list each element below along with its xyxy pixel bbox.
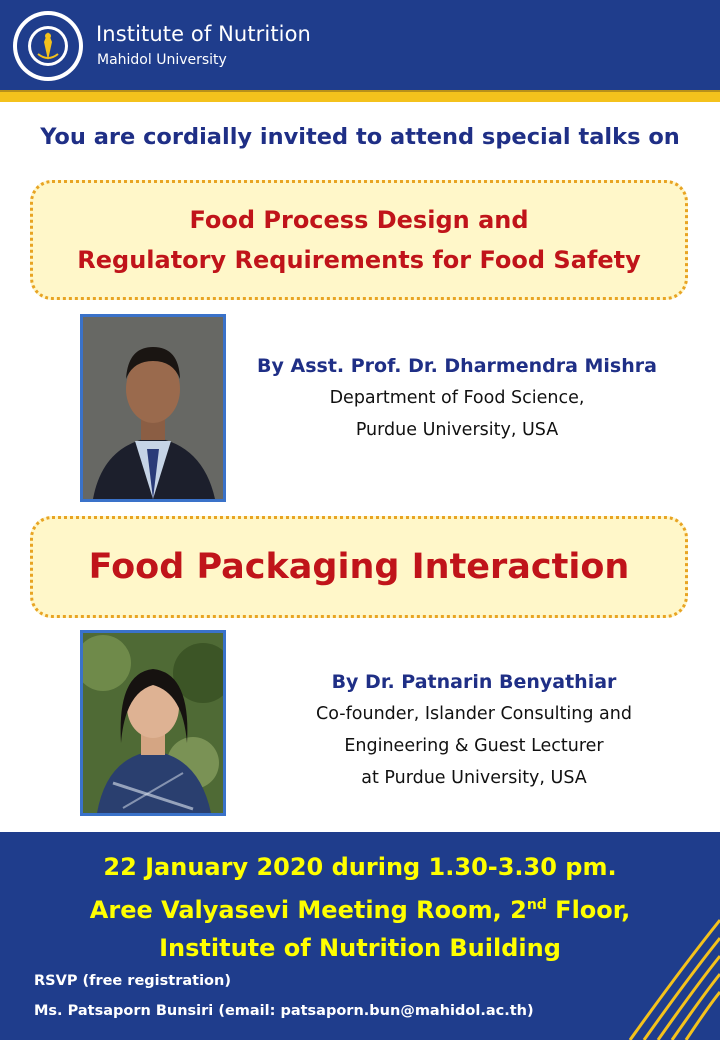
rsvp-info: [34, 966, 534, 1026]
header-gold-stripe: [0, 90, 720, 102]
talk2-title: Food Packaging Interaction: [88, 547, 630, 587]
speaker2-info: [266, 666, 682, 794]
header-bar: [0, 0, 720, 90]
gold-swoosh-decoration: [610, 880, 720, 1040]
mahidol-seal-logo: [12, 10, 84, 82]
event-building: Institute of Nutrition Building: [159, 934, 561, 962]
institute-name: Institute of Nutrition: [96, 22, 311, 46]
speaker2-affiliation-line3: at Purdue University, USA: [361, 768, 587, 788]
talk1-title-line1: Food Process Design and: [189, 206, 529, 234]
event-datetime: 22 January 2020 during 1.30-3.30 pm.: [103, 853, 617, 881]
speaker2-photo: [80, 630, 226, 816]
speaker1-name: By Asst. Prof. Dr. Dharmendra Mishra: [257, 355, 657, 377]
footer-panel: [0, 832, 720, 1040]
speaker2-affiliation-line2: Engineering & Guest Lecturer: [344, 736, 604, 756]
speaker2-affiliation-line1: Co-founder, Islander Consulting and: [316, 704, 632, 724]
talk1-title-line2: Regulatory Requirements for Food Safety: [77, 246, 641, 274]
rsvp-contact: Ms. Patsaporn Bunsiri (email: patsaporn.bun@mahidol.ac.th): [34, 1003, 534, 1019]
speaker1-photo: [80, 314, 226, 502]
talk1-title-box: [30, 180, 688, 300]
event-room: Aree Valyasevi Meeting Room, 2nd Floor,: [89, 896, 631, 924]
rsvp-line1: RSVP (free registration): [34, 973, 231, 989]
invitation-heading: You are cordially invited to attend special talks on: [40, 124, 680, 150]
talk2-title-box: [30, 516, 688, 618]
university-name: Mahidol University: [97, 52, 227, 68]
speaker1-affiliation-line1: Department of Food Science,: [329, 388, 585, 408]
speaker1-affiliation-line2: Purdue University, USA: [355, 420, 559, 440]
speaker2-name: By Dr. Patnarin Benyathiar: [331, 671, 617, 693]
speaker1-info: [240, 350, 674, 446]
